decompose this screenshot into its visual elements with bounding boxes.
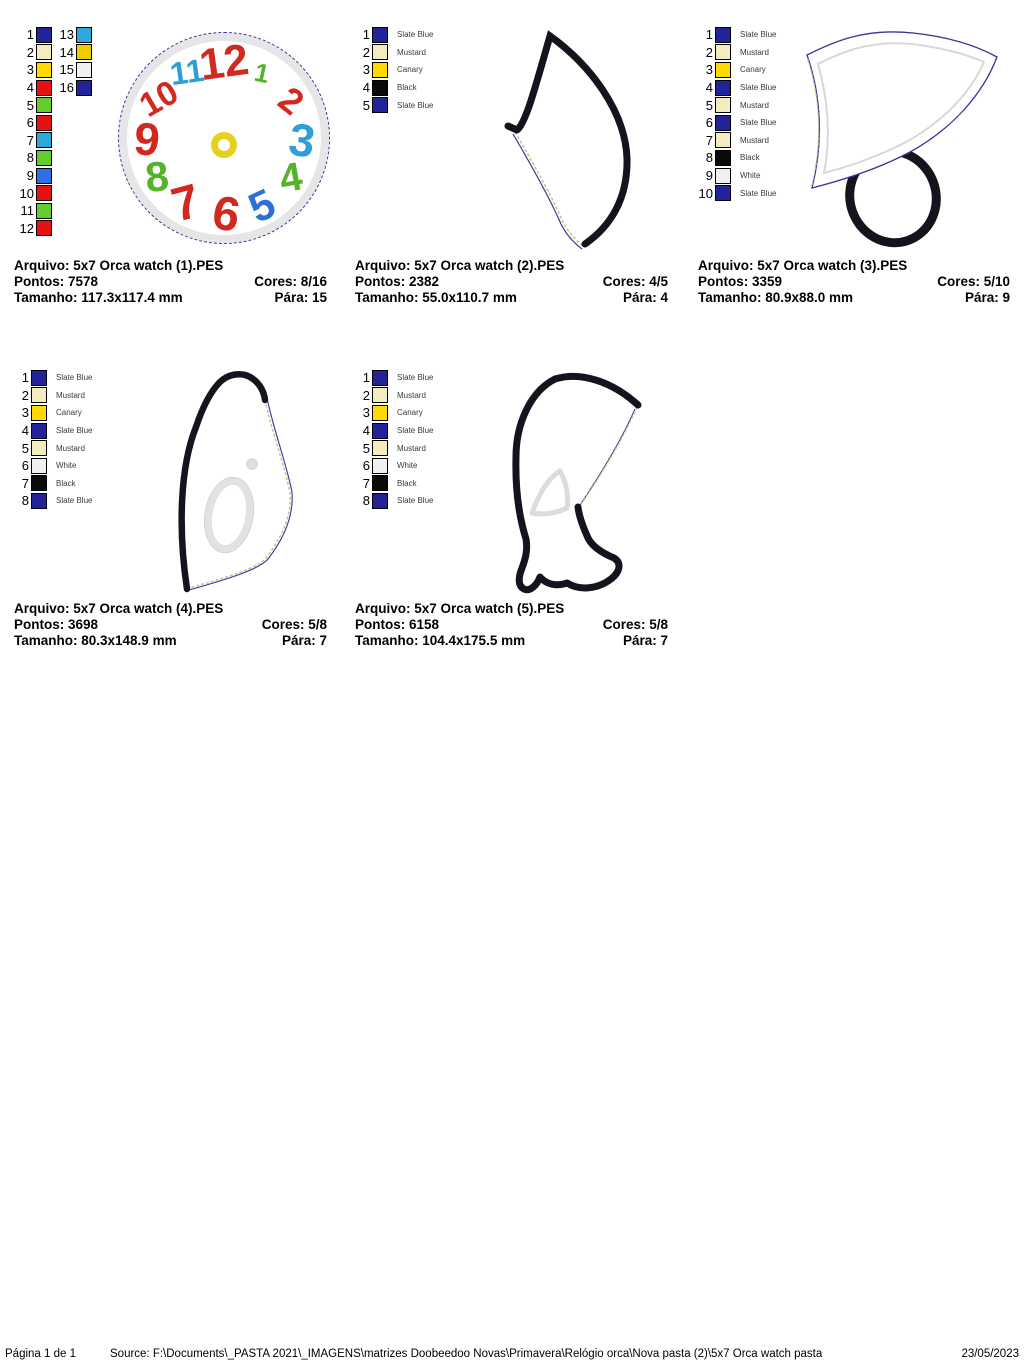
color-number: 5 bbox=[705, 97, 713, 113]
color-number: 1 bbox=[705, 27, 713, 43]
color-number: 3 bbox=[362, 405, 370, 421]
design-card-4 bbox=[14, 363, 340, 659]
color-swatch bbox=[715, 185, 731, 201]
page-number: Página 1 de 1 bbox=[5, 1348, 76, 1360]
color-row bbox=[14, 202, 54, 220]
clock-artwork bbox=[118, 32, 330, 244]
color-name: Canary bbox=[397, 408, 423, 418]
color-number: 7 bbox=[705, 132, 713, 148]
color-swatch bbox=[36, 115, 52, 131]
color-number: 5 bbox=[26, 97, 34, 113]
color-swatch bbox=[36, 27, 52, 43]
color-name: White bbox=[740, 171, 761, 181]
color-swatch bbox=[715, 115, 731, 131]
color-row bbox=[14, 492, 92, 510]
stitch-count: Pontos: 2382 bbox=[355, 274, 440, 289]
color-count: Cores: 5/8 bbox=[261, 617, 327, 632]
color-number: 1 bbox=[21, 370, 29, 386]
color-row bbox=[355, 404, 433, 422]
design-size: Tamanho: 80.9x88.0 mm bbox=[698, 290, 854, 305]
body-artwork bbox=[159, 367, 324, 597]
design-meta-4 bbox=[14, 601, 327, 649]
color-swatch bbox=[31, 440, 47, 456]
color-name: Mustard bbox=[740, 47, 769, 57]
color-row bbox=[14, 44, 54, 62]
color-count: Cores: 8/16 bbox=[254, 274, 327, 289]
color-row bbox=[54, 26, 94, 44]
color-list-1 bbox=[14, 26, 94, 238]
color-number: 4 bbox=[362, 423, 370, 439]
color-row bbox=[355, 387, 433, 405]
color-name: Slate Blue bbox=[56, 496, 93, 506]
color-swatch bbox=[36, 168, 52, 184]
clock-number-4: 4 bbox=[276, 154, 306, 202]
color-list-4 bbox=[14, 369, 92, 510]
color-swatch bbox=[36, 203, 52, 219]
color-swatch bbox=[372, 62, 388, 78]
design-meta-1 bbox=[14, 258, 327, 306]
color-number: 1 bbox=[362, 370, 370, 386]
color-number: 3 bbox=[26, 62, 34, 78]
color-row bbox=[54, 79, 94, 97]
color-swatch bbox=[372, 44, 388, 60]
stop-count: Pára: 9 bbox=[964, 290, 1010, 305]
color-name: Canary bbox=[397, 65, 423, 75]
stop-count: Pára: 4 bbox=[622, 290, 668, 305]
color-row bbox=[355, 79, 433, 97]
color-number: 9 bbox=[705, 168, 713, 184]
color-row bbox=[355, 61, 433, 79]
color-number: 2 bbox=[705, 44, 713, 60]
color-number: 7 bbox=[21, 475, 29, 491]
design-size: Tamanho: 80.3x148.9 mm bbox=[14, 633, 177, 648]
color-name: Slate Blue bbox=[740, 30, 777, 40]
color-swatch bbox=[31, 458, 47, 474]
color-number: 1 bbox=[362, 27, 370, 43]
color-row bbox=[14, 439, 92, 457]
color-swatch bbox=[31, 475, 47, 491]
color-swatch bbox=[715, 44, 731, 60]
color-row bbox=[698, 132, 776, 150]
color-number: 4 bbox=[362, 80, 370, 96]
color-name: Slate Blue bbox=[397, 496, 434, 506]
color-list-3 bbox=[698, 26, 776, 202]
color-row bbox=[14, 149, 54, 167]
color-swatch bbox=[36, 220, 52, 236]
color-number: 12 bbox=[19, 220, 34, 236]
color-name: Mustard bbox=[397, 443, 426, 453]
color-swatch bbox=[372, 97, 388, 113]
color-row bbox=[355, 457, 433, 475]
color-row bbox=[355, 369, 433, 387]
color-row bbox=[355, 44, 433, 62]
color-swatch bbox=[715, 150, 731, 166]
color-number: 7 bbox=[26, 132, 34, 148]
color-swatch bbox=[372, 370, 388, 386]
color-name: White bbox=[397, 461, 418, 471]
color-number: 8 bbox=[362, 493, 370, 509]
color-row bbox=[355, 492, 433, 510]
color-swatch bbox=[372, 80, 388, 96]
source-path: Source: F:\Documents\_PASTA 2021\_IMAGENS\matrizes Doobeedoo Novas\Primavera\Relógio orca\Nova pasta (2)\5x7 Orca watch pasta bbox=[110, 1348, 823, 1360]
color-row bbox=[54, 61, 94, 79]
file-name: Arquivo: 5x7 Orca watch (2).PES bbox=[355, 258, 565, 273]
color-row bbox=[14, 475, 92, 493]
color-name: Slate Blue bbox=[397, 30, 434, 40]
color-row bbox=[698, 79, 776, 97]
color-swatch bbox=[372, 475, 388, 491]
design-card-2 bbox=[355, 20, 681, 316]
clock-number-8: 8 bbox=[143, 152, 171, 201]
color-swatch bbox=[36, 132, 52, 148]
color-name: Canary bbox=[56, 408, 82, 418]
file-name: Arquivo: 5x7 Orca watch (3).PES bbox=[698, 258, 908, 273]
color-list-2 bbox=[355, 26, 433, 114]
stitch-count: Pontos: 3698 bbox=[14, 617, 99, 632]
color-swatch bbox=[36, 185, 52, 201]
color-number: 5 bbox=[21, 440, 29, 456]
clock-number-11: 11 bbox=[167, 51, 207, 93]
fluke-artwork bbox=[793, 25, 1023, 260]
color-row bbox=[14, 26, 54, 44]
color-name: Black bbox=[740, 153, 760, 163]
stop-count: Pára: 7 bbox=[281, 633, 327, 648]
color-row bbox=[14, 404, 92, 422]
color-list-5 bbox=[355, 369, 433, 510]
color-swatch bbox=[36, 44, 52, 60]
color-row bbox=[698, 114, 776, 132]
stitch-count: Pontos: 6158 bbox=[355, 617, 440, 632]
color-row bbox=[355, 422, 433, 440]
clock-number-9: 9 bbox=[131, 111, 163, 167]
color-swatch bbox=[715, 132, 731, 148]
color-swatch bbox=[76, 80, 92, 96]
color-swatch bbox=[715, 97, 731, 113]
clock-number-2: 2 bbox=[270, 78, 312, 123]
color-name: Mustard bbox=[397, 47, 426, 57]
color-swatch bbox=[31, 493, 47, 509]
design-size: Tamanho: 55.0x110.7 mm bbox=[355, 290, 517, 305]
color-row bbox=[14, 79, 54, 97]
clock-number-10: 10 bbox=[133, 73, 185, 125]
color-row bbox=[14, 457, 92, 475]
clock-number-12: 12 bbox=[196, 34, 252, 91]
color-name: Slate Blue bbox=[397, 373, 434, 383]
stitch-count: Pontos: 3359 bbox=[698, 274, 783, 289]
color-name: Mustard bbox=[740, 100, 769, 110]
color-name: Mustard bbox=[740, 135, 769, 145]
color-name: Slate Blue bbox=[397, 426, 434, 436]
color-name: Mustard bbox=[397, 390, 426, 400]
clock-number-3: 3 bbox=[285, 112, 319, 168]
color-swatch bbox=[372, 458, 388, 474]
color-row bbox=[14, 184, 54, 202]
color-swatch bbox=[36, 150, 52, 166]
design-meta-5 bbox=[355, 601, 668, 649]
color-number: 10 bbox=[698, 185, 713, 201]
clock-number-5: 5 bbox=[241, 179, 283, 232]
color-number: 4 bbox=[705, 80, 713, 96]
color-row bbox=[14, 422, 92, 440]
clock-number-7: 7 bbox=[166, 174, 206, 233]
color-row bbox=[698, 26, 776, 44]
color-row bbox=[14, 387, 92, 405]
clock-number-6: 6 bbox=[208, 186, 244, 243]
color-row bbox=[698, 96, 776, 114]
color-swatch bbox=[31, 423, 47, 439]
color-number: 6 bbox=[26, 115, 34, 131]
color-swatch bbox=[31, 370, 47, 386]
color-number: 10 bbox=[19, 185, 34, 201]
color-name: Black bbox=[397, 83, 417, 93]
color-row bbox=[14, 96, 54, 114]
color-number: 11 bbox=[20, 203, 34, 219]
color-swatch bbox=[76, 27, 92, 43]
design-meta-3 bbox=[698, 258, 1010, 306]
color-name: Black bbox=[56, 478, 76, 488]
color-row bbox=[698, 61, 776, 79]
color-swatch bbox=[715, 168, 731, 184]
color-swatch bbox=[715, 27, 731, 43]
design-card-1 bbox=[14, 20, 340, 316]
stop-count: Pára: 15 bbox=[274, 290, 327, 305]
color-name: Slate Blue bbox=[56, 426, 93, 436]
color-number: 13 bbox=[59, 27, 74, 43]
color-name: Slate Blue bbox=[740, 188, 777, 198]
file-name: Arquivo: 5x7 Orca watch (4).PES bbox=[14, 601, 224, 616]
color-row bbox=[14, 132, 54, 150]
color-number: 2 bbox=[26, 44, 34, 60]
color-name: White bbox=[56, 461, 77, 471]
color-count: Cores: 5/8 bbox=[602, 617, 668, 632]
color-row bbox=[14, 369, 92, 387]
color-number: 1 bbox=[26, 27, 34, 43]
color-number: 3 bbox=[21, 405, 29, 421]
color-swatch bbox=[372, 493, 388, 509]
color-row bbox=[698, 184, 776, 202]
color-row bbox=[14, 61, 54, 79]
design-meta-2 bbox=[355, 258, 668, 306]
color-name: Mustard bbox=[56, 390, 85, 400]
color-number: 5 bbox=[362, 440, 370, 456]
fin-artwork bbox=[493, 26, 658, 256]
color-swatch bbox=[31, 405, 47, 421]
color-count: Cores: 5/10 bbox=[937, 274, 1010, 289]
design-size: Tamanho: 117.3x117.4 mm bbox=[14, 290, 183, 305]
color-row bbox=[355, 96, 433, 114]
design-card-3 bbox=[698, 20, 1024, 316]
design-size: Tamanho: 104.4x175.5 mm bbox=[355, 633, 526, 648]
color-number: 9 bbox=[26, 168, 34, 184]
color-number: 6 bbox=[21, 458, 29, 474]
color-row bbox=[14, 220, 54, 238]
color-number: 8 bbox=[26, 150, 34, 166]
file-name: Arquivo: 5x7 Orca watch (1).PES bbox=[14, 258, 224, 273]
color-name: Black bbox=[397, 478, 417, 488]
color-swatch bbox=[372, 27, 388, 43]
color-number: 2 bbox=[362, 44, 370, 60]
color-row bbox=[698, 149, 776, 167]
stop-count: Pára: 7 bbox=[622, 633, 668, 648]
color-name: Mustard bbox=[56, 443, 85, 453]
color-number: 15 bbox=[59, 62, 74, 78]
color-number: 2 bbox=[362, 387, 370, 403]
color-swatch bbox=[31, 387, 47, 403]
color-count: Cores: 4/5 bbox=[602, 274, 668, 289]
color-row bbox=[698, 167, 776, 185]
color-number: 8 bbox=[705, 150, 713, 166]
color-row bbox=[698, 44, 776, 62]
color-number: 3 bbox=[705, 62, 713, 78]
color-swatch bbox=[715, 62, 731, 78]
clock-number-1: 1 bbox=[251, 56, 273, 90]
color-number: 3 bbox=[362, 62, 370, 78]
color-swatch bbox=[372, 405, 388, 421]
color-swatch bbox=[715, 80, 731, 96]
color-name: Slate Blue bbox=[397, 100, 434, 110]
color-number: 2 bbox=[21, 387, 29, 403]
color-name: Slate Blue bbox=[740, 83, 777, 93]
color-name: Slate Blue bbox=[56, 373, 93, 383]
color-number: 8 bbox=[21, 493, 29, 509]
color-row bbox=[14, 114, 54, 132]
stitch-count: Pontos: 7578 bbox=[14, 274, 99, 289]
color-number: 16 bbox=[59, 80, 74, 96]
color-row bbox=[355, 439, 433, 457]
color-number: 5 bbox=[362, 97, 370, 113]
color-name: Slate Blue bbox=[740, 118, 777, 128]
color-swatch bbox=[372, 387, 388, 403]
color-name: Canary bbox=[740, 65, 766, 75]
design-card-5 bbox=[355, 363, 681, 659]
color-number: 4 bbox=[21, 423, 29, 439]
color-row bbox=[54, 44, 94, 62]
color-swatch bbox=[372, 423, 388, 439]
color-swatch bbox=[76, 62, 92, 78]
color-swatch bbox=[36, 97, 52, 113]
color-swatch bbox=[36, 62, 52, 78]
orca-artwork bbox=[493, 367, 693, 597]
color-row bbox=[355, 475, 433, 493]
color-number: 6 bbox=[362, 458, 370, 474]
color-row bbox=[14, 167, 54, 185]
color-number: 4 bbox=[26, 80, 34, 96]
color-swatch bbox=[372, 440, 388, 456]
color-row bbox=[355, 26, 433, 44]
color-swatch bbox=[76, 44, 92, 60]
color-number: 7 bbox=[362, 475, 370, 491]
file-name: Arquivo: 5x7 Orca watch (5).PES bbox=[355, 601, 565, 616]
color-number: 14 bbox=[59, 44, 74, 60]
color-swatch bbox=[36, 80, 52, 96]
print-date: 23/05/2023 bbox=[961, 1348, 1019, 1360]
color-number: 6 bbox=[705, 115, 713, 131]
clock-center-ring bbox=[211, 132, 237, 158]
